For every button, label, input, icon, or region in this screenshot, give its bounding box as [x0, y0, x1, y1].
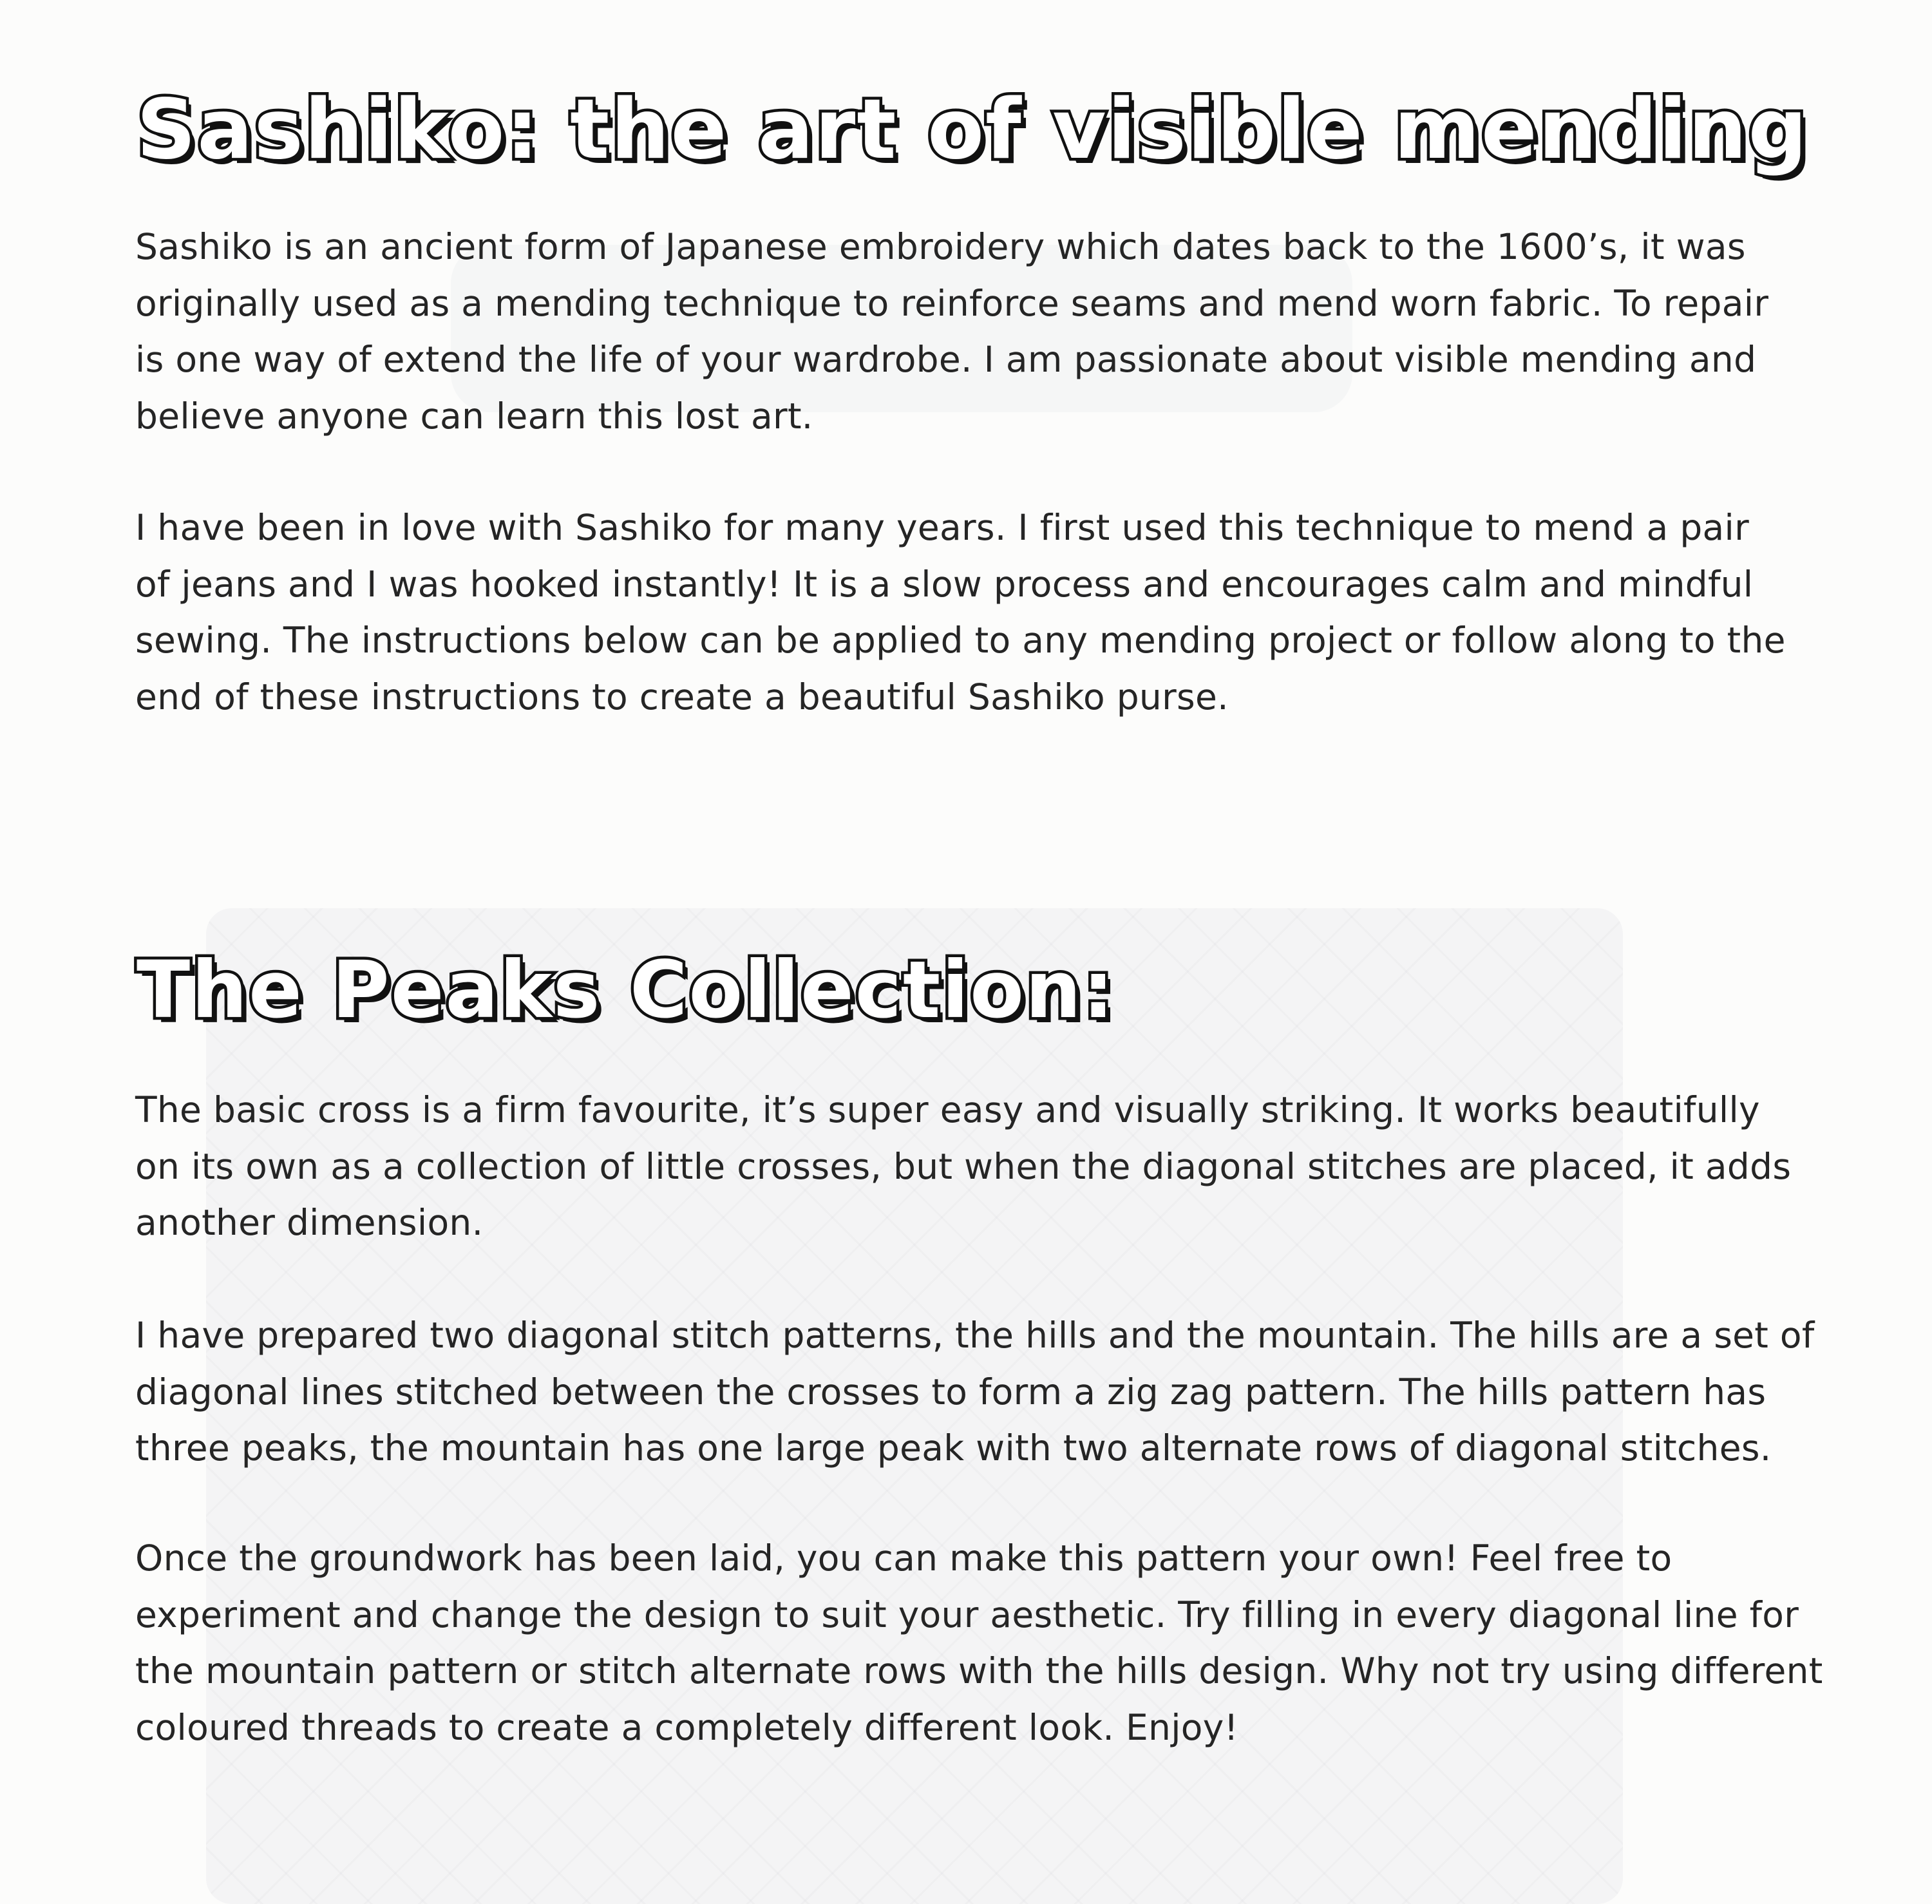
groundwork-paragraph — [135, 1530, 1874, 1756]
basic-cross-paragraph — [135, 1082, 1874, 1252]
paragraph-line: on its own as a collection of little crosses, but when the diagonal stitches are placed, it adds — [135, 1145, 1792, 1187]
paragraph-line: I have prepared two diagonal stitch patterns, the hills and the mountain. The hills are a set of — [135, 1315, 1815, 1356]
paragraph-line: originally used as a mending technique to reinforce seams and mend worn fabric. To repair — [135, 282, 1769, 324]
paragraph-line: I have been in love with Sashiko for many years. I first used this technique to mend a pair — [135, 507, 1750, 548]
paragraph-line: three peaks, the mountain has one large peak with two alternate rows of diagonal stitches. — [135, 1427, 1772, 1469]
paragraph-line: coloured threads to create a completely different look. Enjoy! — [135, 1706, 1238, 1748]
paragraph-line: the mountain pattern or stitch alternate rows with the hills design. Why not try using different — [135, 1650, 1823, 1691]
paragraph-line: another dimension. — [135, 1202, 484, 1243]
paragraph-line: is one way of extend the life of your wardrobe. I am passionate about visible mending and — [135, 339, 1757, 380]
personal-paragraph — [135, 500, 1874, 725]
sashiko-heading: Sashiko: the art of visible mending — [137, 82, 1809, 178]
stitch-patterns-paragraph — [135, 1308, 1874, 1477]
paragraph-line: believe anyone can learn this lost art. — [135, 395, 813, 437]
paragraph-line: diagonal lines stitched between the crosses to form a zig zag pattern. The hills pattern has — [135, 1371, 1766, 1413]
paragraph-line: The basic cross is a firm favourite, it’s super easy and visually striking. It works beautifully — [135, 1089, 1760, 1130]
paragraph-line: Once the groundwork has been laid, you can make this pattern your own! Feel free to — [135, 1537, 1672, 1579]
paragraph-line: sewing. The instructions below can be applied to any mending project or follow along to the — [135, 620, 1786, 661]
paragraph-line: of jeans and I was hooked instantly! It is a slow process and encourages calm and mindful — [135, 563, 1754, 605]
peaks-collection-heading: The Peaks Collection: — [137, 944, 1115, 1036]
intro-paragraph — [135, 219, 1874, 444]
paragraph-line: Sashiko is an ancient form of Japanese embroidery which dates back to the 1600’s, it was — [135, 226, 1746, 267]
paragraph-line: end of these instructions to create a beautiful Sashiko purse. — [135, 676, 1229, 718]
paragraph-line: experiment and change the design to suit your aesthetic. Try filling in every diagonal line for — [135, 1594, 1799, 1635]
